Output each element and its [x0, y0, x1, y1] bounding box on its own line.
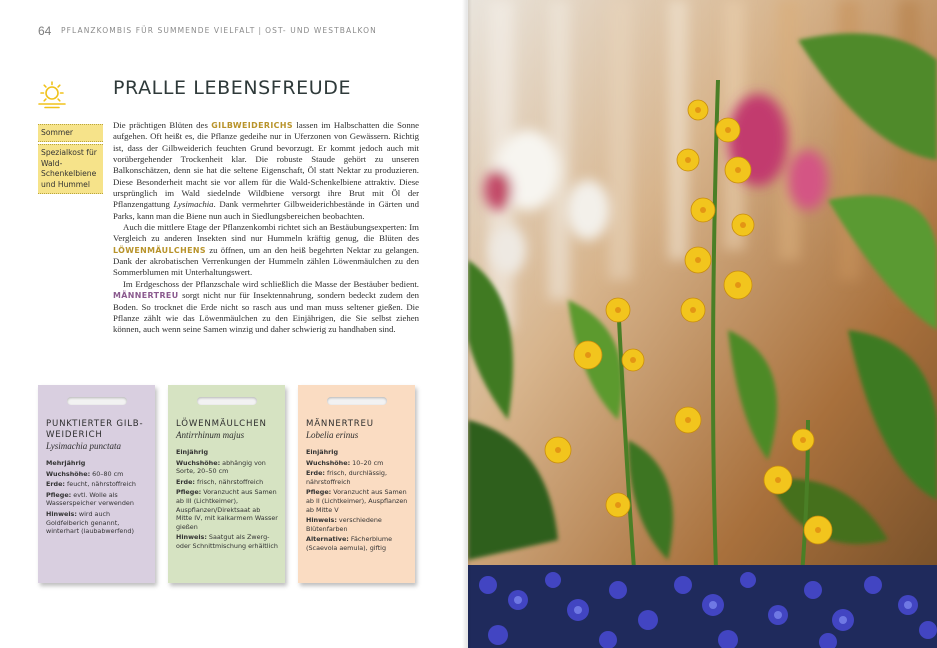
- body-text: [113, 120, 419, 336]
- card-row: [46, 491, 148, 508]
- running-head: [61, 26, 377, 35]
- card-row-label: Alternative:: [306, 535, 349, 544]
- card-row-value: 10–20 cm: [350, 458, 384, 467]
- highlight-loewenmaeulchen: LÖWENMÄULCHENS: [113, 245, 206, 255]
- flower-photo-illustration: [468, 0, 937, 648]
- hanging-slot-icon: [327, 397, 387, 405]
- highlight-maennertreu: MÄNNERTREU: [113, 291, 179, 301]
- running-head-section: PFLANZKOMBIS FÜR SUMMENDE VIELFALT: [61, 26, 256, 35]
- card-row: [46, 510, 148, 536]
- card-latin-name: Lobelia erinus: [306, 430, 359, 440]
- card-row-label: Hinweis:: [176, 533, 207, 542]
- card-row: [46, 459, 148, 468]
- card-row-label: Wuchshöhe:: [46, 469, 91, 478]
- card-row-value: frisch, durchlässig, nährstoffreich: [306, 469, 387, 486]
- card-latin-name: Antirrhinum majus: [176, 430, 245, 440]
- paragraph-2: [113, 222, 419, 279]
- page-number: 64: [38, 24, 52, 38]
- card-latin-name: Lysimachia punctata: [46, 441, 121, 451]
- card-row-value: frisch, nährstoffreich: [194, 477, 264, 486]
- card-row-value: Voranzucht aus Samen ab III (Lichtkeimer), Auspflanzen/Direktsaat ab Mitte IV, mit kalkarmem Wasser gießen: [176, 488, 278, 531]
- card-row: [306, 488, 408, 514]
- hanging-slot-icon: [67, 397, 127, 405]
- card-row: [306, 535, 408, 552]
- plant-card-gilbweiderich: [38, 385, 155, 583]
- card-row: [176, 478, 278, 487]
- text-run: sorgt nicht nur für Insektennahrung, sondern bedeckt zudem den Boden. So trocknet die Erde nicht so rasch aus und man muss seltener gießen. Die Pflanze zählt wie das Löwenmäulchen zu den Einjährigen, die Sie selbst ziehen können, auch wenn seine Samen winzig und daher schwierig zu handhaben sind.: [113, 290, 419, 335]
- card-row-label: Pflege:: [306, 488, 332, 497]
- text-run: Die prächtigen Blüten des: [113, 120, 212, 130]
- text-run: Im Erdgeschoss der Pflanzschale wird schließlich die Masse der Bestäuber bedient.: [123, 278, 419, 289]
- card-row-label: Erde:: [176, 477, 195, 486]
- card-row-value: wird auch Goldfelberich genannt, winterhart (laubabwerfend): [46, 509, 134, 536]
- photo-yellow-loosestrife-snapdragon-lobelia: [468, 0, 937, 648]
- card-row: [306, 516, 408, 533]
- card-name: PUNKTIERTER GILB-WEIDERICH: [46, 419, 144, 440]
- text-run: lassen im Halbschatten die Sonne aufgehen. Oft heißt es, die Pflanze gedeihe nur in Uferzonen von Gewässern. Richtig ist, dass der Gilbweiderich feuchten Grund bevorzugt. Er kommt jedoch auch mit vorübergehender Trockenheit klar. Die robuste Staude gehört zu unseren Balkonschätzen, denn sie hat die seltene Eigenschaft, Öl statt Nektar zu produzieren. Diese Besonderheit macht sie vor allem für die Wald-Schenkelbiene attraktiv. Diese ursprünglich im Wald siedelnde Wildbiene versorgt ihre Brut mit Öl der Pflanzengattung: [113, 120, 419, 210]
- card-row-value: feucht, nährstoffreich: [64, 480, 136, 489]
- card-row: [46, 470, 148, 479]
- card-row-label: Einjährig: [176, 448, 209, 456]
- sun-icon: [36, 79, 68, 111]
- plant-card-loewenmaeulchen: [168, 385, 285, 583]
- card-row-label: Wuchshöhe:: [306, 458, 351, 467]
- tag-list: [38, 124, 103, 194]
- card-row-label: Erde:: [306, 469, 325, 478]
- paragraph-1: [113, 120, 419, 222]
- left-page: [0, 0, 468, 648]
- hanging-slot-icon: [197, 397, 257, 405]
- card-row-label: Pflege:: [176, 488, 202, 497]
- card-row: [176, 533, 278, 550]
- card-row-label: Hinweis:: [46, 509, 77, 518]
- card-row-value: 60–80 cm: [90, 469, 124, 478]
- card-row: [306, 459, 408, 468]
- running-head-separator: |: [258, 26, 263, 35]
- card-row-value: Voranzucht aus Samen ab II (Lichtkeimer), Auspflanzen ab Mitte V: [306, 488, 408, 514]
- card-row-value: Saatgut als Zwerg- oder Schnittmischung erhältlich: [176, 533, 278, 550]
- paragraph-3: [113, 279, 419, 336]
- card-row: [46, 480, 148, 489]
- card-row-label: Wuchshöhe:: [176, 458, 221, 467]
- card-row-label: Erde:: [46, 480, 65, 489]
- running-head-subsection: OST- UND WESTBALKON: [265, 26, 377, 35]
- card-name: LÖWENMÄULCHEN: [176, 419, 267, 429]
- card-name: MÄNNERTREU: [306, 419, 374, 429]
- italic-lysimachia: Lysimachia: [173, 199, 214, 210]
- card-row: [176, 488, 278, 531]
- card-row-label: Pflege:: [46, 490, 72, 499]
- card-row-label: Einjährig: [306, 448, 339, 456]
- card-row-value: abhängig von Sorte, 20–50 cm: [176, 458, 266, 476]
- card-row-value: verschiedene Blütenfarben: [306, 516, 382, 533]
- card-row: [306, 448, 408, 457]
- card-row-value: evtl. Wolle als Wasserspeicher verwenden: [46, 490, 134, 508]
- text-run: . Dank vermehrter Gilbweiderichbestände in Gärten und Parks, kann man die Biene nun auch in Siedlungsbereichen beobachten.: [113, 199, 420, 221]
- page-title: PRALLE LEBENSFREUDE: [113, 77, 352, 99]
- card-row: [306, 469, 408, 486]
- card-row-value: Fächerblume (Scaevola aemula), giftig: [306, 535, 393, 552]
- tag-special-diet: Spezialkost für Wald-Schenkelbiene und Hummel: [38, 144, 103, 194]
- card-row: [176, 448, 278, 457]
- card-row-label: Mehrjährig: [46, 459, 86, 467]
- card-row: [176, 459, 278, 476]
- tag-season: Sommer: [38, 124, 103, 142]
- text-run: zu öffnen, um an den heiß begehrten Nektar zu gelangen. Dank der akrobatischen Verrenkungen der Hummeln zählen Löwenmäulchen zu den Sommerblumen mit Unterhaltungswert.: [113, 244, 419, 278]
- highlight-gilbweiderich: GILBWEIDERICHS: [211, 121, 293, 130]
- text-run: Auch die mittlere Etage der Pflanzenkombi richtet sich an Bestäubungsexperten: Im Vergleich zu anderen Insekten sind nur Hummeln kräftig genug, die Blüten des: [113, 222, 419, 244]
- card-row-label: Hinweis:: [306, 516, 337, 525]
- plant-card-maennertreu: [298, 385, 415, 583]
